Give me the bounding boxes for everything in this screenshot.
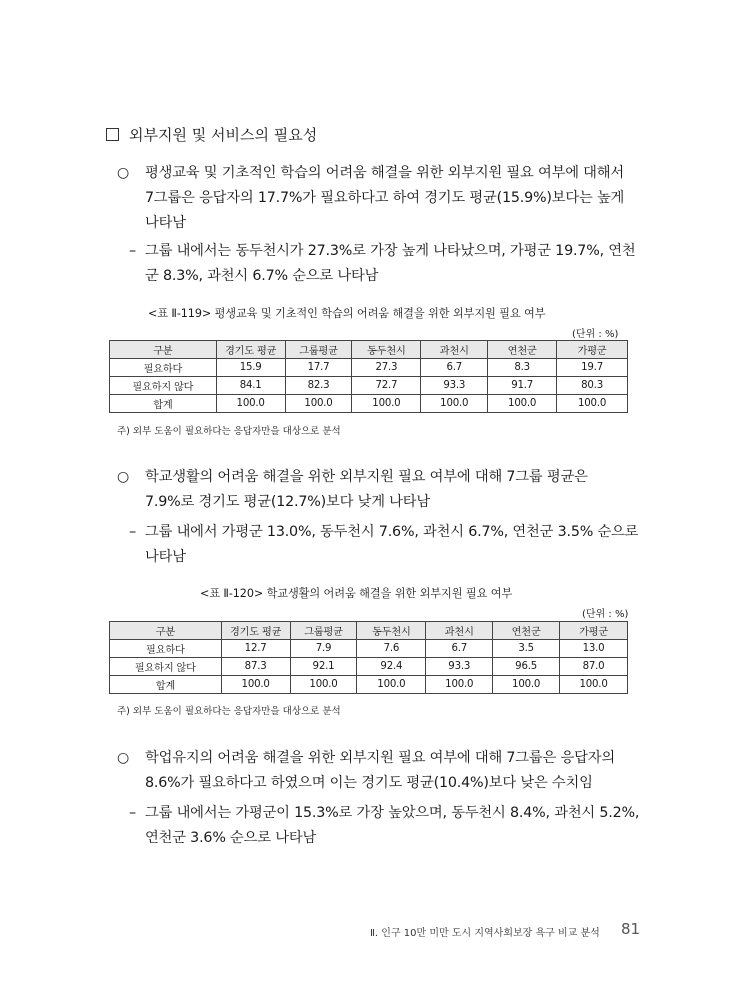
column-header: 경기도 평균 xyxy=(216,341,285,359)
table-cell: 3.5 xyxy=(493,640,560,658)
paragraph-2 xyxy=(117,465,637,575)
row-label: 필요하다 xyxy=(110,640,222,658)
column-header: 과천시 xyxy=(426,622,493,640)
paragraph-1-text: 평생교육 및 기초적인 학습의 어려움 해결을 위한 외부지원 필요 여부에 대해서 7그룹은 응답자의 17.7%가 필요하다고 하여 경기도 평균(15.9%)보다는 높게 나타남 xyxy=(145,165,625,231)
table-2-unit: (단위 : %) xyxy=(582,609,629,620)
column-header: 연천군 xyxy=(488,341,557,359)
checkbox-square-icon xyxy=(106,128,119,141)
table-cell: 6.7 xyxy=(426,640,493,658)
paragraph-3-text: 학업유지의 어려움 해결을 위한 외부지원 필요 여부에 대해 7그룹은 응답자의 8.6%가 필요하다고 하였으며 이는 경기도 평균(10.4%)보다 낮은 수치임 xyxy=(145,750,615,791)
circle-bullet-icon: ○ xyxy=(117,750,130,766)
table-cell: 82.3 xyxy=(285,377,352,395)
table-cell: 100.0 xyxy=(290,676,357,694)
dash-bullet: – xyxy=(129,805,136,821)
table-cell: 7.6 xyxy=(357,640,426,658)
row-label: 필요하지 않다 xyxy=(110,377,217,395)
table-row xyxy=(110,377,628,395)
table-row xyxy=(110,640,628,658)
table-cell: 100.0 xyxy=(421,395,488,413)
paragraph-1-sub-text: 그룹 내에서는 동두천시가 27.3%로 가장 높게 나타났으며, 가평군 19.7%, 연천군 8.3%, 과천시 6.7% 순으로 나타남 xyxy=(145,243,636,284)
paragraph-3 xyxy=(117,746,640,856)
table-cell: 93.3 xyxy=(421,377,488,395)
table-1-caption: <표 Ⅱ-119> 평생교육 및 기초적인 학습의 어려움 해결을 위한 외부지원 필요 여부 xyxy=(148,307,546,320)
dash-bullet: – xyxy=(129,243,136,259)
table-cell: 91.7 xyxy=(488,377,557,395)
table-2-note: 주) 외부 도움이 필요하다는 응답자만을 대상으로 분석 xyxy=(117,706,341,717)
table-cell: 17.7 xyxy=(285,359,352,377)
table-cell: 19.7 xyxy=(557,359,628,377)
table-cell: 100.0 xyxy=(557,395,628,413)
table-1-unit: (단위 : %) xyxy=(572,329,619,340)
table-cell: 27.3 xyxy=(352,359,421,377)
table-cell: 84.1 xyxy=(216,377,285,395)
table-row xyxy=(110,676,628,694)
table2-header-row xyxy=(110,622,628,640)
row-label: 합계 xyxy=(110,395,217,413)
table-cell: 93.3 xyxy=(426,658,493,676)
table-1-note: 주) 외부 도움이 필요하다는 응답자만을 대상으로 분석 xyxy=(117,426,341,437)
row-label: 필요하지 않다 xyxy=(110,658,222,676)
table-1 xyxy=(109,340,628,413)
table-cell: 92.4 xyxy=(357,658,426,676)
column-header: 그룹평균 xyxy=(285,341,352,359)
table-cell: 80.3 xyxy=(557,377,628,395)
table-cell: 100.0 xyxy=(488,395,557,413)
column-header: 구분 xyxy=(110,622,222,640)
paragraph-3-sub-text: 그룹 내에서는 가평군이 15.3%로 가장 높았으며, 동두천시 8.4%, 과천시 5.2%, 연천군 3.6% 순으로 나타남 xyxy=(145,805,640,846)
row-label: 합계 xyxy=(110,676,222,694)
footer-text: Ⅱ. 인구 10만 미만 도시 지역사회보장 욕구 비교 분석 xyxy=(370,928,600,939)
table-2 xyxy=(109,621,628,694)
table-2-caption: <표 Ⅱ-120> 학교생활의 어려움 해결을 위한 외부지원 필요 여부 xyxy=(200,587,513,600)
table1-header-row xyxy=(110,341,628,359)
table-cell: 100.0 xyxy=(285,395,352,413)
column-header: 동두천시 xyxy=(352,341,421,359)
paragraph-2-sub-text: 그룹 내에서 가평군 13.0%, 동두천시 7.6%, 과천시 6.7%, 연천군 3.5% 순으로 나타남 xyxy=(145,524,639,565)
column-header: 구분 xyxy=(110,341,217,359)
paragraph-2-text: 학교생활의 어려움 해결을 위한 외부지원 필요 여부에 대해 7그룹 평균은 7.9%로 경기도 평균(12.7%)보다 낮게 나타남 xyxy=(145,469,588,510)
column-header: 경기도 평균 xyxy=(221,622,290,640)
column-header: 동두천시 xyxy=(357,622,426,640)
table-cell: 100.0 xyxy=(221,676,290,694)
column-header: 과천시 xyxy=(421,341,488,359)
table-cell: 96.5 xyxy=(493,658,560,676)
table-cell: 12.7 xyxy=(221,640,290,658)
table-cell: 6.7 xyxy=(421,359,488,377)
table-cell: 13.0 xyxy=(560,640,628,658)
column-header: 연천군 xyxy=(493,622,560,640)
paragraph-1 xyxy=(117,161,637,286)
table-cell: 100.0 xyxy=(426,676,493,694)
column-header: 가평군 xyxy=(560,622,628,640)
row-label: 필요하다 xyxy=(110,359,217,377)
page-number: 81 xyxy=(621,920,641,938)
dash-bullet: – xyxy=(129,524,136,540)
table-cell: 87.0 xyxy=(560,658,628,676)
table-row xyxy=(110,395,628,413)
section-heading xyxy=(106,124,317,145)
table-cell: 100.0 xyxy=(493,676,560,694)
table-cell: 72.7 xyxy=(352,377,421,395)
table-cell: 15.9 xyxy=(216,359,285,377)
table-cell: 100.0 xyxy=(560,676,628,694)
table-cell: 8.3 xyxy=(488,359,557,377)
section-title: 외부지원 및 서비스의 필요성 xyxy=(129,126,318,144)
table-cell: 100.0 xyxy=(352,395,421,413)
table-cell: 87.3 xyxy=(221,658,290,676)
table-row xyxy=(110,359,628,377)
column-header: 그룹평균 xyxy=(290,622,357,640)
table-cell: 92.1 xyxy=(290,658,357,676)
circle-bullet-icon: ○ xyxy=(117,469,130,485)
circle-bullet-icon: ○ xyxy=(117,165,130,181)
table-cell: 100.0 xyxy=(357,676,426,694)
column-header: 가평군 xyxy=(557,341,628,359)
table-cell: 100.0 xyxy=(216,395,285,413)
table-row xyxy=(110,658,628,676)
table-cell: 7.9 xyxy=(290,640,357,658)
